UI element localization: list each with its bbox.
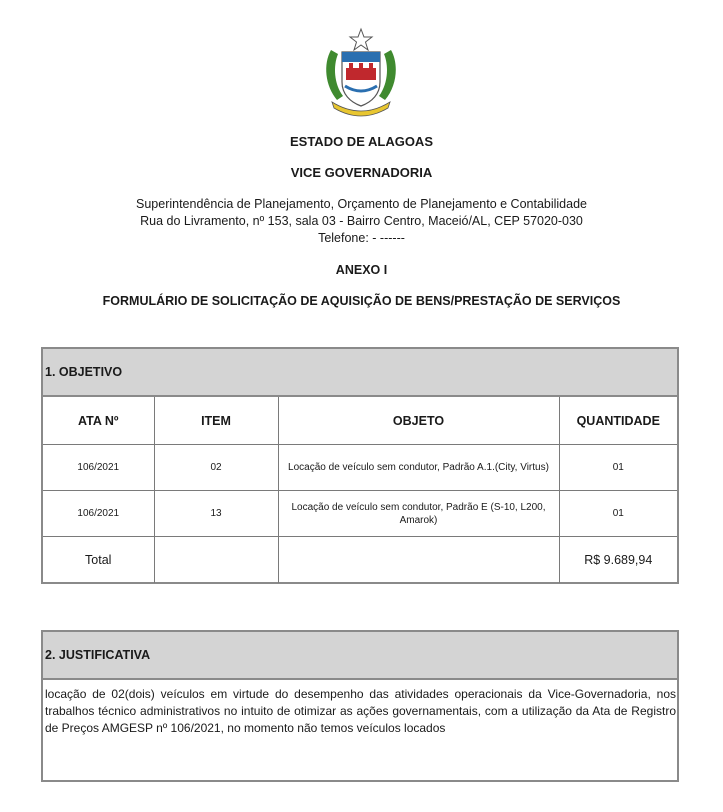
total-row [43,537,677,584]
objeto-cell: Locação de veículo sem condutor, Padrão A.1.(City, Virtus) [278,445,559,491]
empty-cell [278,537,559,584]
justificativa-text: locação de 02(dois) veículos em virtude do desempenho das atividades operacionais da Vice-Governadoria, nos trabalhos técnico administrativos no intuito de otimizar as ações governamentais, com a utilização da Ata de Registro de Preços AMGESP nº 106/2021, no momento não temos veículos locados [45,687,676,735]
column-header: ATA Nº [43,397,154,445]
quantidade-cell: 01 [559,445,677,491]
total-label: Total [43,537,154,584]
table-row [43,445,677,491]
total-value: R$ 9.689,94 [559,537,677,584]
justificativa-section [41,630,679,782]
office-heading: VICE GOVERNADORIA [290,165,433,180]
column-header: ITEM [154,397,278,445]
objeto-cell: Locação de veículo sem condutor, Padrão E (S-10, L200, Amarok) [278,491,559,537]
address-line: Rua do Livramento, nº 153, sala 03 - Bairro Centro, Maceió/AL, CEP 57020-030 [140,214,583,228]
table-row [43,491,677,537]
item-cell: 02 [154,445,278,491]
form-title: FORMULÁRIO DE SOLICITAÇÃO DE AQUISIÇÃO DE BENS/PRESTAÇÃO DE SERVIÇOS [102,294,621,308]
ata-cell: 106/2021 [43,491,154,537]
column-header: QUANTIDADE [559,397,677,445]
objetivo-section [41,347,679,584]
alagoas-coat-of-arms-icon [318,26,404,118]
department-line: Superintendência de Planejamento, Orçamento de Planejamento e Contabilidade [136,197,587,211]
item-cell: 13 [154,491,278,537]
state-heading: ESTADO DE ALAGOAS [289,134,433,149]
phone-line: Telefone: - ------ [318,231,405,245]
items-table [43,397,677,583]
annex-heading: ANEXO I [335,263,388,277]
objetivo-header: 1. OBJETIVO [43,349,677,397]
empty-cell [154,537,278,584]
table-header-row [43,397,677,445]
quantidade-cell: 01 [559,491,677,537]
justificativa-header: 2. JUSTIFICATIVA [43,632,677,680]
ata-cell: 106/2021 [43,445,154,491]
column-header: OBJETO [278,397,559,445]
